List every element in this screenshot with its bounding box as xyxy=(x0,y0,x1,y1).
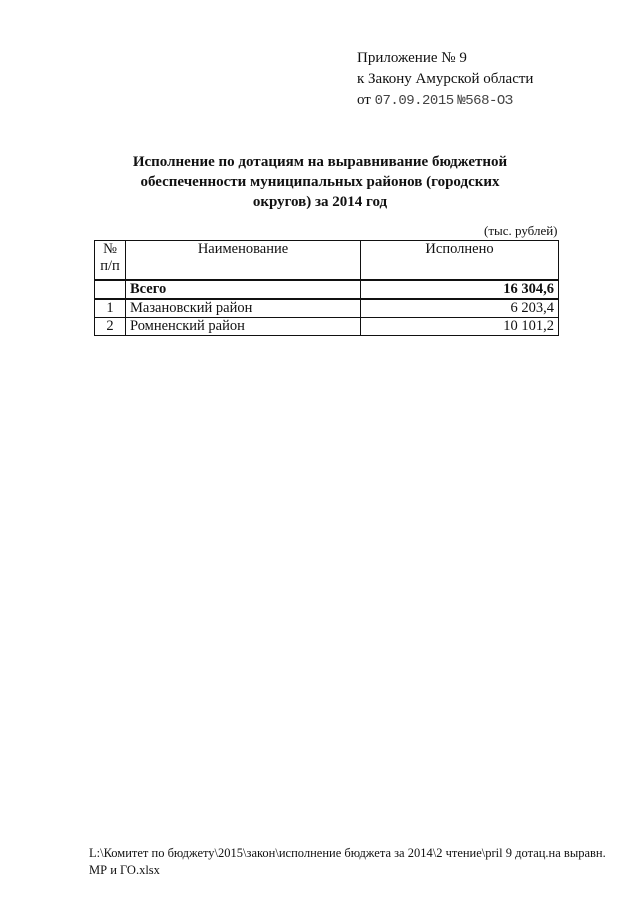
appendix-date-prefix: от xyxy=(357,92,371,108)
units-label: (тыс. рублей) xyxy=(484,223,558,238)
header-num: № п/п xyxy=(95,241,126,281)
appendix-law-ref: к Закону Амурской области xyxy=(357,71,534,87)
file-path-footer: L:\Комитет по бюджету\2015\закон\исполнение бюджета за 2014\2 чтение\pril 9 дотац.на выравн. МР и ГО.xlsx xyxy=(89,846,606,877)
number-stamp: №568-ОЗ xyxy=(457,93,513,109)
row-executed: 10 101,2 xyxy=(361,318,559,336)
total-name: Всего xyxy=(126,280,361,299)
appendix-header xyxy=(357,48,533,112)
row-num: 1 xyxy=(95,299,126,318)
table-header-row xyxy=(95,241,559,281)
execution-table xyxy=(94,240,559,336)
total-executed: 16 304,6 xyxy=(361,280,559,299)
table-row xyxy=(95,299,559,318)
date-stamp: 07.09.2015 xyxy=(374,93,454,109)
row-num: 2 xyxy=(95,318,126,336)
row-name: Ромненский район xyxy=(126,318,361,336)
table-row-total xyxy=(95,280,559,299)
total-num xyxy=(95,280,126,299)
row-name: Мазановский район xyxy=(126,299,361,318)
table-row xyxy=(95,318,559,336)
row-executed: 6 203,4 xyxy=(361,299,559,318)
appendix-number: Приложение № 9 xyxy=(357,50,467,66)
document-title: Исполнение по дотациям на выравнивание бюджетной обеспеченности муниципальных районов (городских округов) за 2014 год xyxy=(132,154,508,210)
header-name: Наименование xyxy=(126,241,361,281)
appendix-date-line xyxy=(357,90,533,112)
header-executed: Исполнено xyxy=(361,241,559,281)
